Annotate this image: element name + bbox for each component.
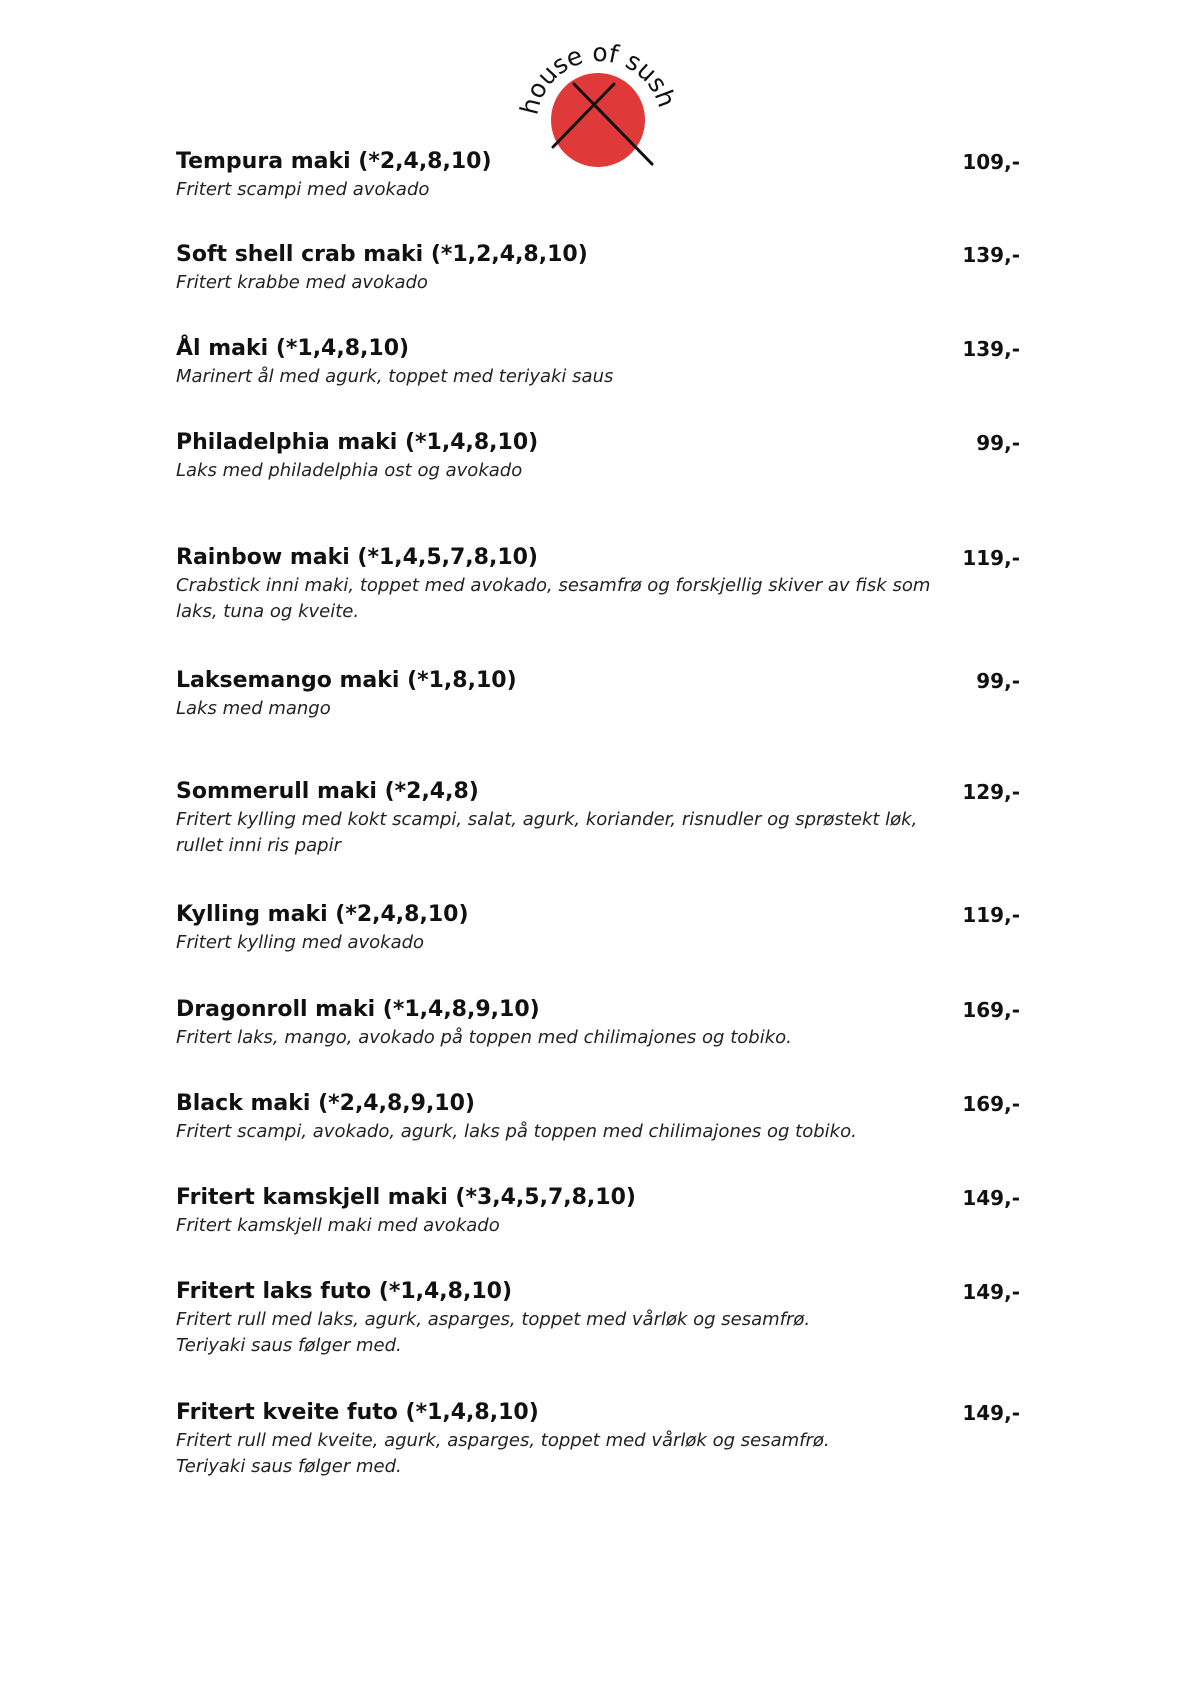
menu-item [176,667,1020,722]
item-name: Ål maki (*1,4,8,10) [176,336,410,361]
item-name: Tempura maki (*2,4,8,10) [176,149,492,174]
item-name: Rainbow maki (*1,4,5,7,8,10) [176,545,538,570]
item-name: Fritert kamskjell maki (*3,4,5,7,8,10) [176,1185,636,1210]
menu-item [176,1184,1020,1239]
menu-item [176,544,1020,625]
item-price: 119,- [962,903,1020,927]
item-name: Fritert laks futo (*1,4,8,10) [176,1279,512,1304]
item-name: Kylling maki (*2,4,8,10) [176,902,469,927]
menu-item [176,901,1020,956]
item-description: Marinert ål med agurk, toppet med teriyaki saus [176,366,614,387]
item-description: Fritert krabbe med avokado [176,272,428,293]
menu-item [176,996,1020,1051]
item-price: 169,- [962,998,1020,1022]
item-name: Sommerull maki (*2,4,8) [176,779,479,804]
item-price: 139,- [962,337,1020,361]
item-name: Fritert kveite futo (*1,4,8,10) [176,1400,539,1425]
menu-item [176,241,1020,296]
item-description: Fritert kylling med avokado [176,932,425,953]
item-description: Crabstick inni maki, toppet med avokado, sesamfrø og forskjellig skiver av fisk som laks, tuna og kveite. [176,575,931,622]
menu-item [176,778,1020,859]
item-name: Philadelphia maki (*1,4,8,10) [176,430,539,455]
item-name: Black maki (*2,4,8,9,10) [176,1091,475,1116]
menu-item [176,335,1020,390]
item-description: Fritert rull med laks, agurk, asparges, toppet med vårløk og sesamfrø. Teriyaki saus følger med. [176,1309,811,1356]
item-price: 99,- [976,669,1020,693]
menu-item [176,148,1020,203]
item-price: 99,- [976,431,1020,455]
item-price: 109,- [962,150,1020,174]
item-price: 119,- [962,546,1020,570]
menu-item [176,1090,1020,1145]
item-name: Soft shell crab maki (*1,2,4,8,10) [176,242,588,267]
item-name: Dragonroll maki (*1,4,8,9,10) [176,997,540,1022]
item-price: 139,- [962,243,1020,267]
item-description: Fritert rull med kveite, agurk, asparges, toppet med vårløk og sesamfrø. Teriyaki saus følger med. [176,1430,830,1477]
item-price: 149,- [962,1280,1020,1304]
item-price: 169,- [962,1092,1020,1116]
item-price: 149,- [962,1186,1020,1210]
item-description: Fritert scampi med avokado [176,179,430,200]
item-description: Fritert scampi, avokado, agurk, laks på toppen med chilimajones og tobiko. [176,1121,857,1142]
item-name: Laksemango maki (*1,8,10) [176,668,517,693]
item-price: 129,- [962,780,1020,804]
item-description: Fritert laks, mango, avokado på toppen med chilimajones og tobiko. [176,1027,792,1048]
item-description: Laks med mango [176,698,331,719]
item-description: Laks med philadelphia ost og avokado [176,460,523,481]
item-price: 149,- [962,1401,1020,1425]
item-description: Fritert kylling med kokt scampi, salat, agurk, koriander, risnudler og sprøstekt løk, rullet inni ris papir [176,809,918,856]
menu-item [176,1278,1020,1359]
menu-item [176,429,1020,484]
logo-text: ouse of sush [520,40,682,112]
menu-item [176,1399,1020,1480]
item-description: Fritert kamskjell maki med avokado [176,1215,500,1236]
